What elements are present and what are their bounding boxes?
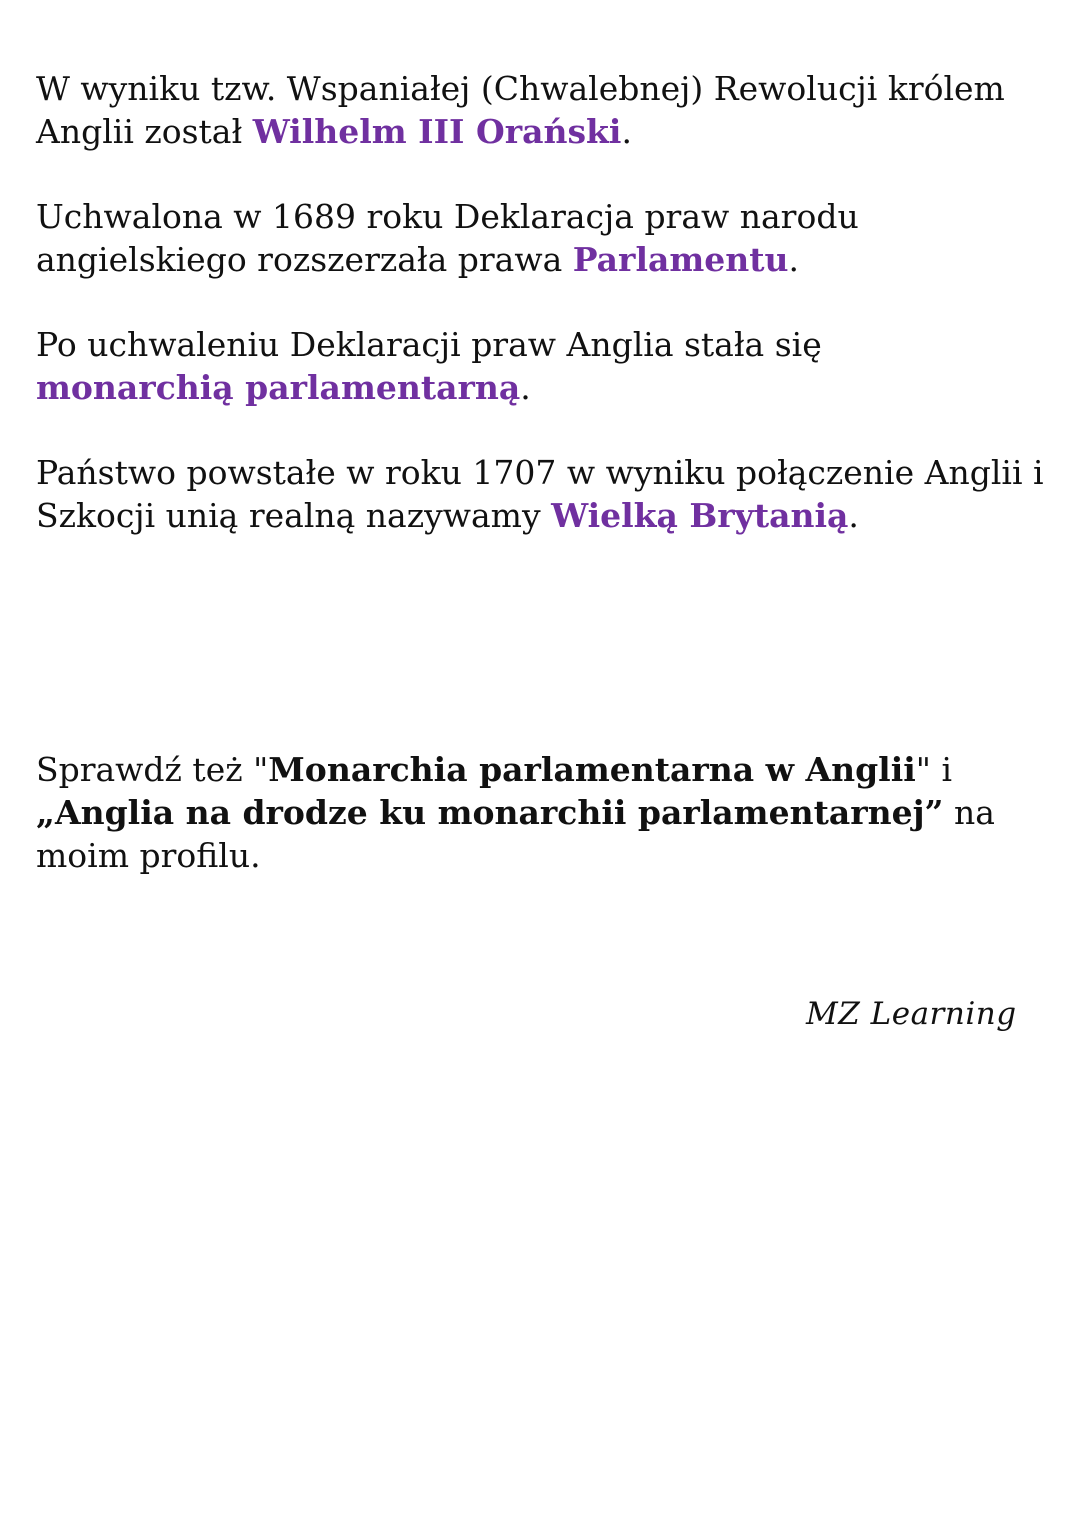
- paragraph-text: " i: [915, 750, 953, 789]
- paragraph-text: W wyniku tzw. Wspaniałej (Chwalebnej) Rewolucji królem Anglii został: [36, 69, 1005, 151]
- paragraph-wilhelm: [36, 67, 1046, 153]
- see-also-title-2: „Anglia na drodze ku monarchii parlamentarnej”: [36, 793, 944, 832]
- paragraph-text: .: [788, 240, 800, 279]
- paragraph-text: .: [621, 112, 632, 151]
- author-signature: MZ Learning: [806, 996, 1017, 1032]
- paragraph-text: .: [848, 496, 859, 535]
- paragraph-see-also: [36, 748, 1046, 877]
- see-also-title-1: Monarchia parlamentarna w Anglii: [268, 750, 916, 789]
- highlight-term: monarchią parlamentarną: [36, 368, 521, 407]
- paragraph-text: Po uchwaleniu Deklaracji praw Anglia stała się: [36, 325, 822, 364]
- paragraph-deklaracja: [36, 195, 1046, 281]
- paragraph-text: na moim profilu.: [36, 793, 995, 875]
- highlight-term: Wilhelm III Orański: [252, 112, 622, 151]
- paragraph-text: Uchwalona w 1689 roku Deklaracja praw narodu angielskiego rozszerzała prawa: [36, 197, 859, 279]
- paragraph-text: .: [520, 368, 531, 407]
- paragraph-wielka-brytania: [36, 451, 1046, 537]
- highlight-term: Parlamentu: [572, 240, 789, 279]
- highlight-term: Wielką Brytanią: [551, 496, 849, 535]
- paragraph-text: Państwo powstałe w roku 1707 w wyniku połączenie Anglii i Szkocji unią realną nazywamy: [36, 453, 1044, 535]
- paragraph-monarchia: [36, 323, 1046, 409]
- paragraph-text: Sprawdź też ": [36, 750, 269, 789]
